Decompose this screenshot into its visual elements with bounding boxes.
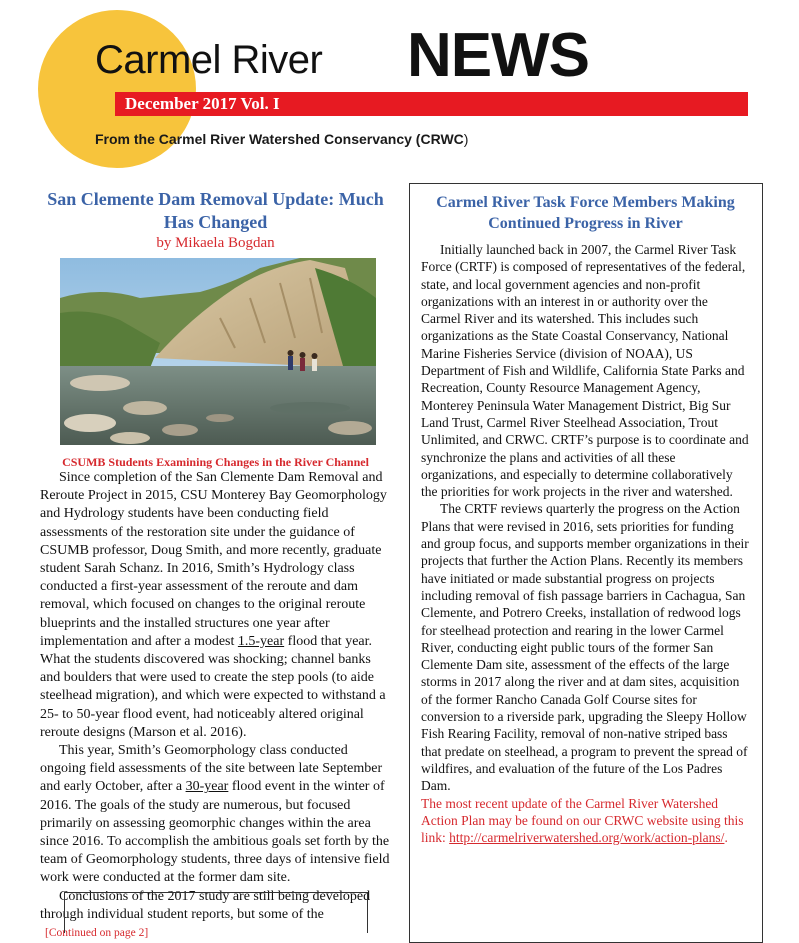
action-plan-link[interactable]: http://carmelriverwatershed.org/work/action-plans/ [449, 830, 725, 846]
left-p1-underlined: 1.5-year [237, 633, 285, 649]
next-article-box [64, 892, 368, 933]
right-paragraph-1: Initially launched back in 2007, the Carmel River Task Force (CRTF) is composed of representatives of the federal, state, and local government agencies and non-profit organizations with an interest in or authority over the Carmel River and its watershed. This includes such organizations as the State Coastal Conservancy, National Marine Fisheries Service (division of NOAA), US Department of Fish and Wildlife, California State Parks and Recreation, County Resource Management Agency, Monterey Peninsula Water Management District, Big Sur Land Trust, Carmel River Steelhead Association, Trout Unlimited, and CRWC. CRTF’s purpose is to coordinate and synchronize the plans and activities of all these organizations, and especially to determine collaboratively the priorities for work projects in the river and watershed. [421, 242, 749, 500]
left-article-body [40, 469, 391, 924]
continued-link[interactable]: [Continued on page 2] [45, 927, 149, 940]
left-article [40, 188, 391, 940]
left-paragraph-3: Conclusions of the 2017 study are still being developed through individual student reports, but some of the [40, 888, 371, 922]
left-article-headline: San Clemente Dam Removal Update: Much Has Changed [47, 189, 384, 232]
left-p1-text-a: Since completion of the San Clemente Dam Removal and Reroute Project in 2015, CSU Monterey Bay Geomorphology and Hydrology students have been conducting field assessments of the restoration site under the guidance of CSUMB professor, Doug Smith, and more recently, graduate student Sarah Schanz. In 2016, Smith’s Hydrology class conducted a first-year assessment of the reroute and dam removal, which focused on changes to the original reroute blueprints and the installed structures one year after implementation and after a modest [40, 470, 387, 649]
tagline [95, 131, 468, 147]
photo-caption: CSUMB Students Examining Changes in the River Channel [62, 455, 369, 469]
action-plan-note-end: . [724, 830, 728, 846]
masthead-title: Carmel River [95, 38, 323, 82]
left-article-byline: by Mikaela Bogdan [156, 235, 275, 251]
left-p2-underlined: 30-year [185, 779, 229, 795]
right-article [409, 183, 763, 943]
left-p1-text-b: flood that year. What the students discovered was shocking; channel banks and boulders that were used to create the step pools (to aide steelhead migration), and which were expected to withstand a 25- to 50-year flood event, had noticeably altered original reroute designs (Marson et al. 2016). [40, 633, 386, 740]
issue-banner: December 2017 Vol. I [115, 92, 748, 116]
right-paragraph-2: The CRTF reviews quarterly the progress on the Action Plans that were revised in 2016, sets priorities for funding and group focus, and supports member organizations in their projects that further the Action Plans. Recently its members have initiated or made substantial progress on projects including removal of fish passage barriers in Cachagua, San Clemente, and Potrero Creeks, installation of redwood logs for steelhead protection and rearing in the lower Carmel River, conducting eight public tours of the former San Clemente Dam site, assessment of the effects of the large storms in 2017 along the river and at dam sites, acquisition of the former Rancho Canada Golf Course sites for conversion to a riverside park, upgrading the Sleepy Hollow Fish Rearing Facility, removal of non-native striped bass that predate on steelhead, a program to prevent the spread of wildfires, and evaluation of the future of the Los Padres Dam. [421, 501, 749, 794]
action-plan-note [421, 795, 750, 847]
action-plan-note-text: The most recent update of the Carmel River Watershed Action Plan may be found on our CRWC website using this link: [421, 795, 744, 846]
masthead-news: NEWS [407, 21, 589, 90]
right-article-body [421, 241, 750, 846]
tagline-close-paren: ) [463, 131, 469, 147]
left-p2-text-b: flood event in the winter of 2016. The goals of the study are numerous, but focused primarily on assessing geomorphic changes within the area since 2016. To accomplish the ambitious goals set forth by the team of Geomorphology students, three days of intensive field work were conducted at the former dam site. [40, 779, 390, 886]
tagline-text: From the Carmel River Watershed Conservancy (CRWC [95, 131, 464, 147]
left-paragraph-2 [40, 742, 391, 888]
left-p2-text-a: This year, Smith’s Geomorphology class conducted ongoing field assessments of the site between late September and early October, after a [40, 743, 383, 795]
river-photo [60, 258, 376, 445]
left-paragraph-1 [40, 469, 391, 742]
right-article-headline: Carmel River Task Force Members Making Continued Progress in River [436, 194, 735, 232]
